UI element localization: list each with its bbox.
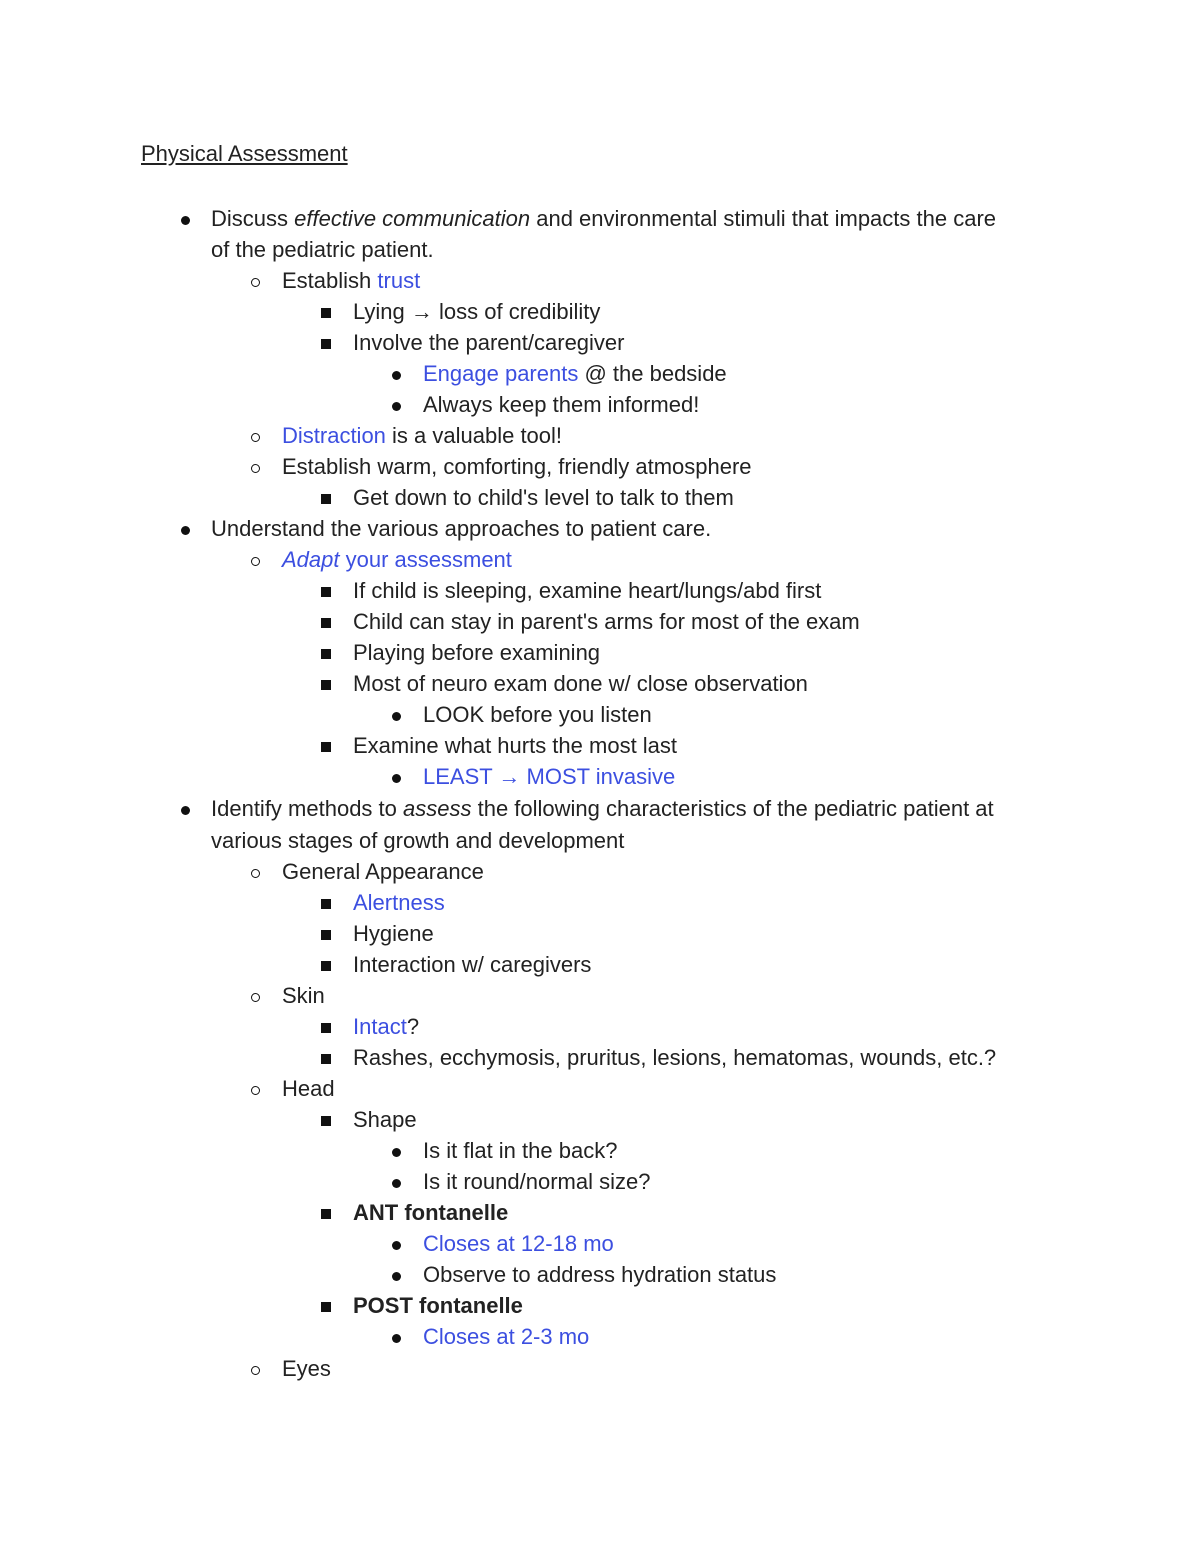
list-item: If child is sleeping, examine heart/lungs/abd first	[353, 578, 822, 603]
list-item: Involve the parent/caregiver	[353, 330, 625, 355]
bullet-disc	[381, 358, 411, 389]
bullet-circle	[240, 265, 270, 296]
bullet-circle	[240, 544, 270, 575]
bullet-square	[311, 1104, 341, 1135]
list-item: Understand the various approaches to patient care.	[211, 516, 712, 541]
list-item: Child can stay in parent's arms for most of the exam	[353, 609, 860, 634]
list-item: Closes at 2-3 mo	[423, 1324, 590, 1349]
list-item: Eyes	[282, 1356, 331, 1381]
bullet-circle	[240, 856, 270, 887]
bullet-disc	[381, 761, 411, 792]
bullet-square	[311, 637, 341, 668]
list-item: Distraction is a valuable tool!	[282, 423, 563, 448]
bullet-circle	[240, 451, 270, 482]
list-item: LOOK before you listen	[423, 702, 652, 727]
list-item: Hygiene	[353, 921, 434, 946]
bullet-circle	[240, 980, 270, 1011]
list-item: Interaction w/ caregivers	[353, 952, 592, 977]
list-item: Head	[282, 1076, 335, 1101]
list-item: Rashes, ecchymosis, pruritus, lesions, hematomas, wounds, etc.?	[353, 1045, 997, 1070]
bullet-disc	[381, 1259, 411, 1290]
bullet-square	[311, 918, 341, 949]
list-item: Always keep them informed!	[423, 392, 700, 417]
list-item: Closes at 12-18 mo	[423, 1231, 614, 1256]
bullet-circle	[240, 420, 270, 451]
bullet-disc	[381, 1228, 411, 1259]
bullet-disc	[381, 1135, 411, 1166]
list-item: Is it flat in the back?	[423, 1138, 618, 1163]
list-item: Get down to child's level to talk to them	[353, 485, 734, 510]
list-item: Establish warm, comforting, friendly atmosphere	[282, 454, 752, 479]
page-title: Physical Assessment	[141, 141, 348, 166]
list-item: Observe to address hydration status	[423, 1262, 777, 1287]
bullet-square	[311, 887, 341, 918]
list-item: Playing before examining	[353, 640, 601, 665]
bullet-square	[311, 482, 341, 513]
list-item: Shape	[353, 1107, 417, 1132]
bullet-disc	[381, 389, 411, 420]
list-item: Is it round/normal size?	[423, 1169, 651, 1194]
bullet-disc	[170, 793, 200, 824]
bullet-square	[311, 1290, 341, 1321]
list-item: Lying → loss of credibility	[353, 299, 601, 324]
list-item: Identify methods to assess the following characteristics of the pediatric patient at	[211, 796, 994, 821]
list-item: Intact?	[353, 1014, 420, 1039]
bullet-disc	[170, 203, 200, 234]
bullet-disc	[381, 1166, 411, 1197]
list-item: General Appearance	[282, 859, 484, 884]
bullet-circle	[240, 1073, 270, 1104]
list-item: Engage parents @ the bedside	[423, 361, 727, 386]
list-item: Most of neuro exam done w/ close observation	[353, 671, 808, 696]
list-item: ANT fontanelle	[353, 1200, 509, 1225]
list-item: Discuss effective communication and environmental stimuli that impacts the care	[211, 206, 997, 231]
bullet-disc	[170, 513, 200, 544]
bullet-square	[311, 1042, 341, 1073]
bullet-square	[311, 327, 341, 358]
list-item-continuation: various stages of growth and development	[211, 828, 625, 853]
bullet-square	[311, 1197, 341, 1228]
bullet-square	[311, 606, 341, 637]
bullet-square	[311, 575, 341, 606]
list-item: POST fontanelle	[353, 1293, 523, 1318]
bullet-square	[311, 296, 341, 327]
bullet-disc	[381, 699, 411, 730]
bullet-square	[311, 949, 341, 980]
bullet-square	[311, 668, 341, 699]
list-item-continuation: of the pediatric patient.	[211, 237, 434, 262]
bullet-disc	[381, 1321, 411, 1352]
list-item: Alertness	[353, 890, 445, 915]
list-item: LEAST → MOST invasive	[423, 764, 676, 789]
list-item: Examine what hurts the most last	[353, 733, 678, 758]
list-item: Establish trust	[282, 268, 421, 293]
bullet-square	[311, 1011, 341, 1042]
bullet-square	[311, 730, 341, 761]
list-item: Adapt your assessment	[282, 547, 512, 572]
list-item: Skin	[282, 983, 325, 1008]
bullet-circle	[240, 1353, 270, 1384]
